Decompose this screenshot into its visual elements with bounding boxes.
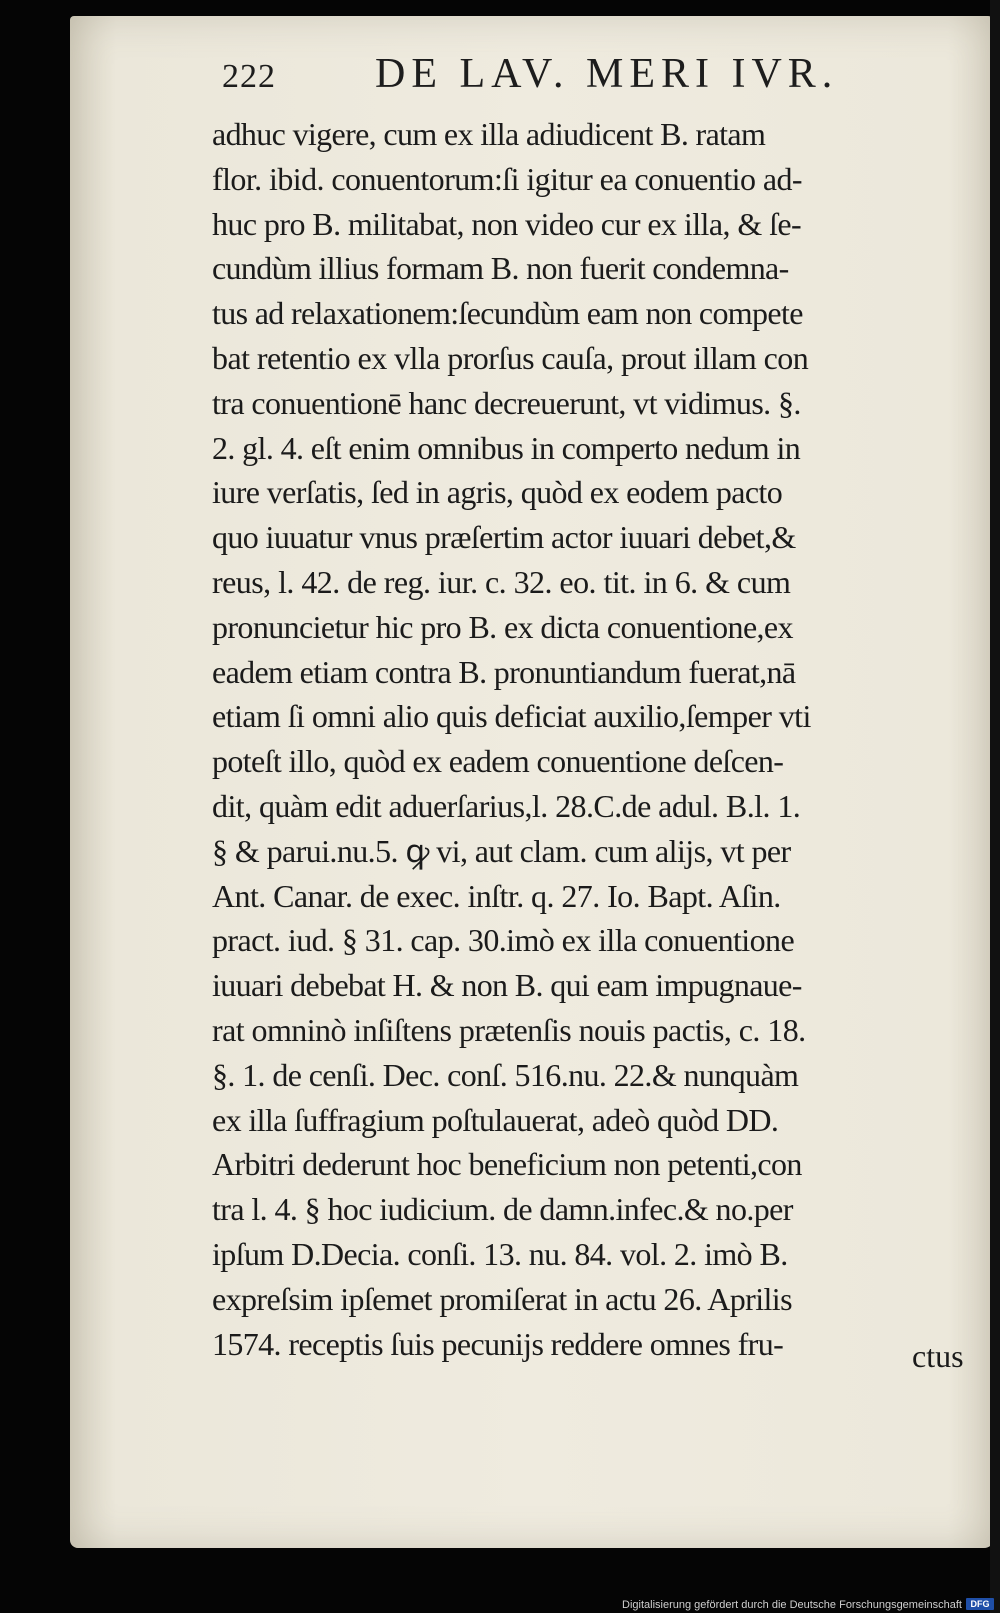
page-number: 222 — [222, 58, 276, 95]
text-line: eadem etiam contra B. pronuntiandum fuerat,nā — [212, 653, 796, 690]
text-line: Arbitri dederunt hoc beneficium non petenti,con — [212, 1146, 802, 1183]
text-line: ex illa ſuffragium poſtulauerat, adeò quòd DD. — [212, 1101, 779, 1138]
digitization-credit: Digitalisierung gefördert durch die Deutsche Forschungsgemeinschaft — [622, 1599, 962, 1611]
text-line: cundùm illius formam B. non fuerit condemna- — [212, 250, 789, 287]
dfg-logo: DFG — [966, 1598, 994, 1610]
text-line: etiam ſi omni alio quis deficiat auxilio,ſemper vti — [212, 698, 811, 735]
text-line: flor. ibid. conuentorum:ſi igitur ea conuentio ad- — [212, 160, 803, 197]
text-line: adhuc vigere, cum ex illa adiudicent B. ratam — [212, 116, 766, 152]
text-line: dit, quàm edit aduerſarius,l. 28.C.de adul. B.l. 1. — [212, 787, 801, 824]
text-line: rat omninò inſiſtens prætenſis nouis pactis, c. 18. — [212, 1011, 806, 1048]
text-line: tra l. 4. § hoc iudicium. de damn.infec.& no.per — [212, 1191, 793, 1228]
catchword: ctus — [912, 1338, 964, 1374]
body-text — [212, 112, 992, 1366]
text-line: Ant. Canar. de exec. inſtr. q. 27. Io. Bapt. Aſin. — [212, 877, 781, 914]
running-head: DE LAV. MERI IVR. — [375, 51, 839, 97]
text-line: poteſt illo, quòd ex eadem conuentione deſcen- — [212, 743, 784, 780]
text-line: iure verſatis, ſed in agris, quòd ex eodem pacto — [212, 474, 783, 511]
text-line: expreſsim ipſemet promiſerat in actu 26. Aprilis — [212, 1280, 792, 1317]
text-line: iuuari debebat H. & non B. qui eam impugnaue- — [212, 967, 802, 1004]
text-line: 2. gl. 4. eſt enim omnibus in comperto nedum in — [212, 429, 801, 466]
page-header — [220, 50, 980, 110]
text-line: §. 1. de cenſi. Dec. conſ. 516.nu. 22.& nunquàm — [212, 1056, 799, 1093]
text-line: pract. iud. § 31. cap. 30.imò ex illa conuentione — [212, 922, 795, 959]
text-line: ipſum D.Decia. conſi. 13. nu. 84. vol. 2. imò B. — [212, 1235, 788, 1272]
text-line: pronuncietur hic pro B. ex dicta conuentione,ex — [212, 608, 793, 645]
text-line: huc pro B. militabat, non video cur ex illa, & ſe- — [212, 205, 802, 242]
text-line: 1574. receptis ſuis pecunijs reddere omnes fru- — [212, 1325, 784, 1362]
text-line: tra conuentionē hanc decreuerunt, vt vidimus. §. — [212, 384, 801, 421]
text-line: tus ad relaxationem:ſecundùm eam non compete — [212, 295, 803, 332]
text-line: bat retentio ex vlla prorſus cauſa, prout illam con — [212, 339, 809, 376]
text-line: reus, l. 42. de reg. iur. c. 32. eo. tit. in 6. & cum — [212, 563, 791, 600]
text-line: § & parui.nu.5. ꝙ vi, aut clam. cum alijs, vt per — [212, 832, 791, 869]
text-line: quo iuuatur vnus præſertim actor iuuari debet,& — [212, 519, 796, 556]
